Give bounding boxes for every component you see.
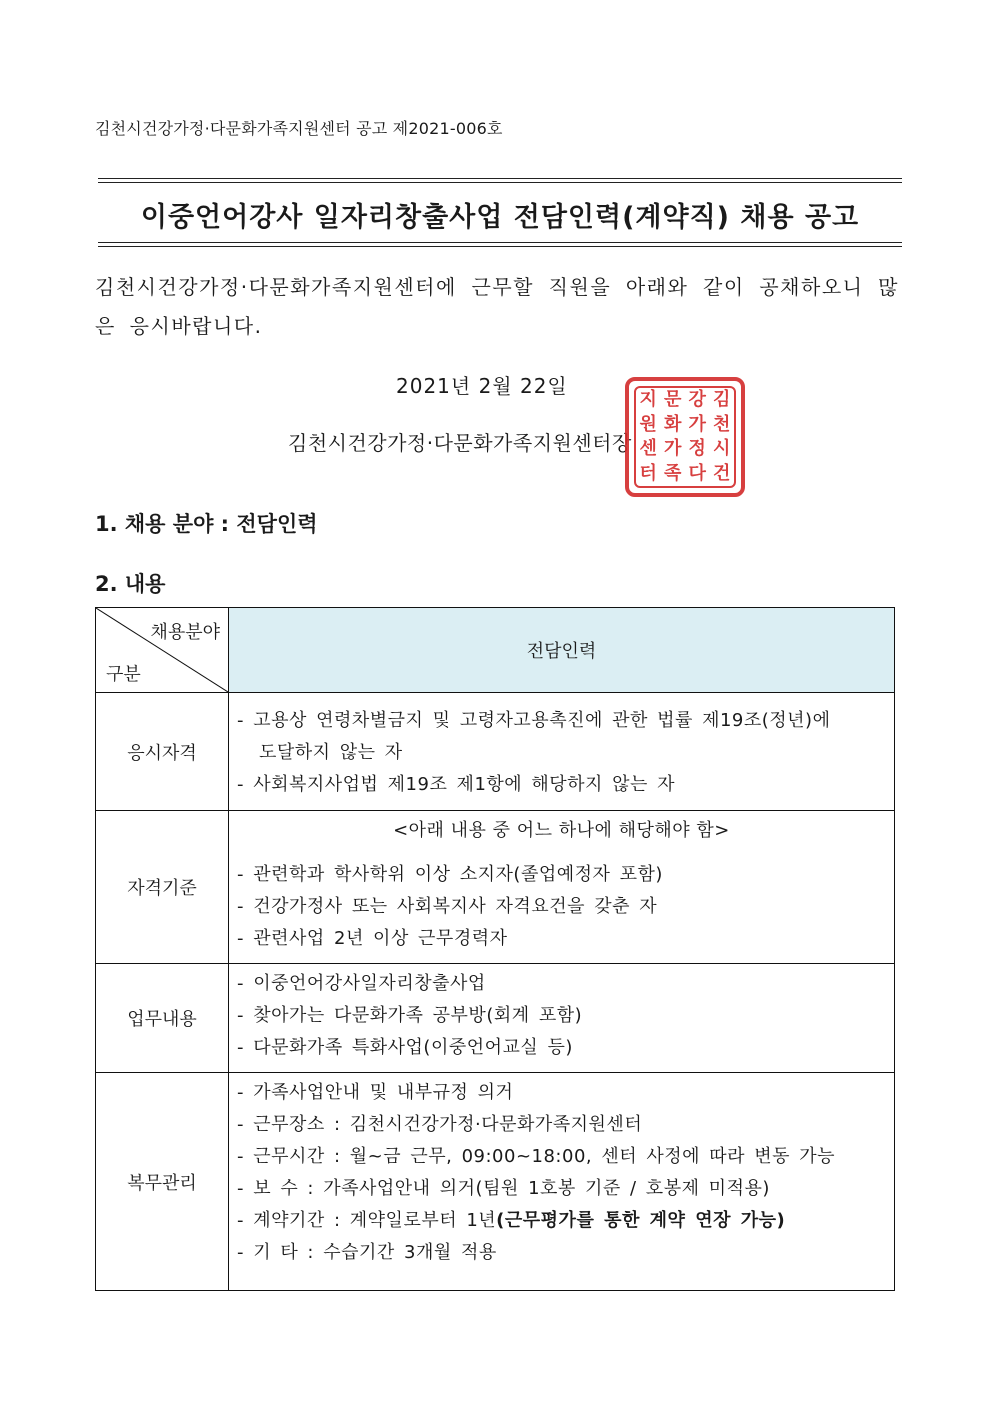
list-item: - 보 수 : 가족사업안내 의거(팀원 1호봉 기준 / 호봉제 미적용) (237, 1178, 770, 1199)
seal-glyph: 센 (639, 438, 657, 460)
list-item: - 건강가정사 또는 사회복지사 자격요건을 갖춘 자 (237, 896, 658, 917)
section-1-heading: 1. 채용 분야 : 전담인력 (95, 512, 318, 536)
seal-glyph: 강 (688, 389, 706, 411)
row-content (229, 811, 895, 964)
header-position: 전담인력 (229, 608, 895, 693)
list-item (237, 1205, 886, 1237)
seal-glyph: 족 (664, 462, 682, 484)
seal-glyph: 건 (713, 462, 731, 484)
table-row (96, 693, 895, 811)
contract-extension-note: (근무평가를 통한 계약 연장 가능) (496, 1210, 786, 1231)
seal-glyph: 가 (664, 438, 682, 460)
section-2-heading: 2. 내용 (95, 572, 166, 596)
row-category: 응시자격 (96, 693, 229, 811)
seal-glyph: 문 (664, 389, 682, 411)
row-content (229, 693, 895, 811)
list-item: - 근무장소 : 김천시건강가정·다문화가족지원센터 (237, 1114, 643, 1135)
table-row (96, 1073, 895, 1291)
table-header-row (96, 608, 895, 693)
header-category-label: 구분 (106, 664, 141, 685)
seal-glyph: 천 (713, 413, 731, 435)
page-title: 이중언어강사 일자리창출사업 전담인력(계약직) 채용 공고 (140, 202, 860, 233)
row-category: 업무내용 (96, 964, 229, 1073)
contract-period: - 계약기간 : 계약일로부터 1년 (237, 1210, 497, 1231)
table-header-corner (96, 608, 229, 693)
notice-date: 2021년 2월 22일 (396, 374, 568, 398)
notice-number: 김천시건강가정·다문화가족지원센터 공고 제2021-006호 (95, 119, 503, 138)
recruitment-table (95, 607, 895, 1291)
organization-name: 김천시건강가정·다문화가족지원센터장 (288, 431, 632, 455)
list-item: - 다문화가족 특화사업(이중언어교실 등) (237, 1037, 573, 1058)
list-item: - 사회복지사업법 제19조 제1항에 해당하지 않는 자 (237, 774, 676, 795)
table-row (96, 811, 895, 964)
seal-glyph: 원 (639, 413, 657, 435)
list-item: - 이중언어강사일자리창출사업 (237, 973, 486, 994)
list-item: - 가족사업안내 및 내부규정 의거 (237, 1082, 514, 1103)
list-item: - 기 타 : 수습기간 3개월 적용 (237, 1242, 497, 1263)
row-category: 복무관리 (96, 1073, 229, 1291)
header-field-label: 채용분야 (150, 622, 220, 643)
seal-glyph: 지 (639, 389, 657, 411)
list-item: - 찾아가는 다문화가족 공부방(회계 포함) (237, 1005, 583, 1026)
table-row (96, 964, 895, 1073)
row-category: 자격기준 (96, 811, 229, 964)
seal-glyph: 터 (639, 462, 657, 484)
official-seal-icon (625, 377, 745, 497)
seal-glyph: 정 (688, 438, 706, 460)
seal-glyph: 가 (688, 413, 706, 435)
intro-paragraph: 김천시건강가정·다문화가족지원센터에 근무할 직원을 아래와 같이 공채하오니 많은 응시바랍니다. (95, 275, 899, 338)
seal-glyph: 김 (713, 389, 731, 411)
seal-glyph: 시 (713, 438, 731, 460)
seal-glyph: 화 (664, 413, 682, 435)
row-content (229, 1073, 895, 1291)
criteria-note: <아래 내용 중 어느 하나에 해당해야 함> (393, 820, 730, 841)
list-item: - 근무시간 : 월~금 근무, 09:00~18:00, 센터 사정에 따라 변동 가능 (237, 1146, 835, 1167)
title-box (98, 178, 902, 248)
list-item: - 관련사업 2년 이상 근무경력자 (237, 928, 508, 949)
list-item: - 고용상 연령차별금지 및 고령자고용촉진에 관한 법률 제19조(정년)에 (237, 710, 831, 731)
seal-glyph: 다 (688, 462, 706, 484)
list-item: 도달하지 않는 자 (259, 742, 403, 763)
row-content (229, 964, 895, 1073)
list-item: - 관련학과 학사학위 이상 소지자(졸업예정자 포함) (237, 864, 663, 885)
